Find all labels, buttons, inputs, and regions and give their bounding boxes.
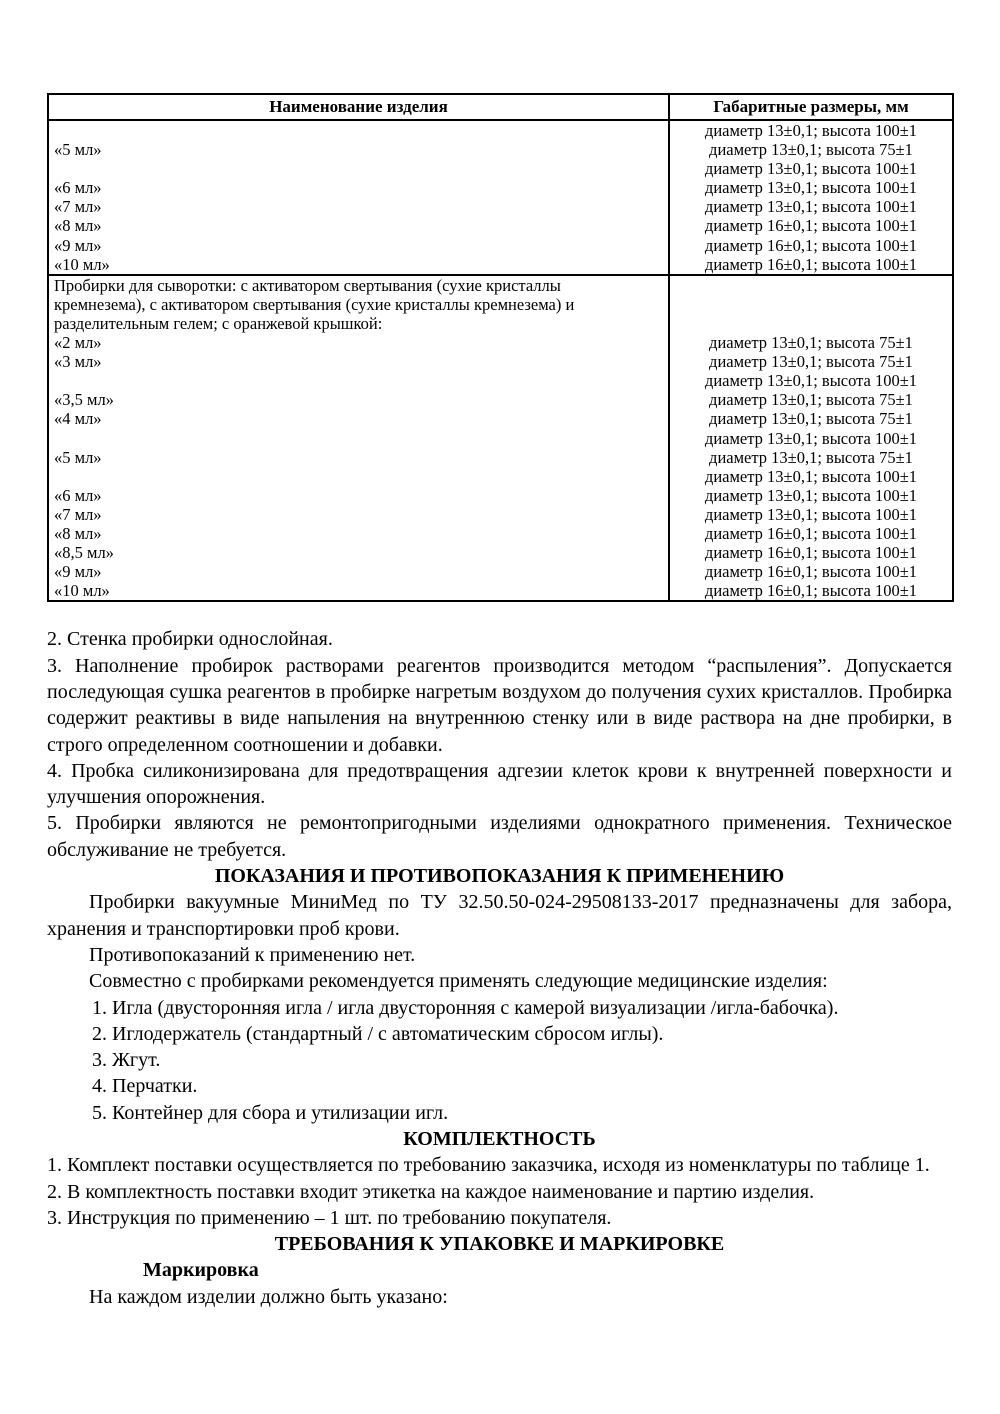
- product-volume-label: «9 мл»: [54, 235, 102, 255]
- dimensions-value: диаметр 13±0,1; высота 100±1: [704, 504, 918, 524]
- dimensions-value: диаметр 13±0,1; высота 100±1: [704, 428, 918, 448]
- column-header-product-name: Наименование изделия: [48, 94, 669, 120]
- product-volume-label: «5 мл»: [54, 447, 102, 467]
- dimensions-value: диаметр 13±0,1; высота 75±1: [709, 409, 913, 429]
- product-spec-table: [47, 93, 954, 602]
- product-description-line: разделительным гелем; с оранжевой крышкой:: [54, 313, 383, 333]
- table-header-row: [48, 94, 953, 120]
- recommended-item-tourniquet: 3. Жгут.: [92, 1049, 161, 1072]
- column-header-dimensions: Габаритные размеры, мм: [669, 94, 953, 120]
- dimensions-value: диаметр 13±0,1; высота 100±1: [704, 485, 918, 505]
- table-section-row: [48, 275, 953, 602]
- recommended-item-container: 5. Контейнер для сбора и утилизации игл.: [92, 1101, 449, 1124]
- dimensions-value: диаметр 16±0,1; высота 100±1: [704, 543, 918, 563]
- marking-paragraph-intro: На каждом изделии должно быть указано:: [89, 1285, 448, 1308]
- product-volume-label: «6 мл»: [54, 485, 102, 505]
- dimensions-value: диаметр 13±0,1; высота 75±1: [709, 390, 913, 410]
- note-paragraph-stopper: 4. Пробка силиконизирована для предотвращения адгезии клеток крови к внутренней поверхности и улучшения опорожнения.: [47, 759, 952, 809]
- product-name-cell: [48, 275, 669, 602]
- section-heading-indications: ПОКАЗАНИЯ И ПРОТИВОПОКАЗАНИЯ К ПРИМЕНЕНИЮ: [214, 865, 785, 888]
- dimensions-value: диаметр 13±0,1; высота 75±1: [709, 352, 913, 372]
- product-volume-label: «8,5 мл»: [54, 543, 114, 563]
- recommended-item-holder: 2. Иглодержатель (стандартный / с автоматическим сбросом иглы).: [92, 1022, 664, 1045]
- note-paragraph-filling: 3. Наполнение пробирок растворами реагентов производится методом “распыления”. Допускается последующая сушка реагентов в пробирке нагретым воздухом до получения сухих кристаллов. Пробирка содержит реактивы в виде напыления на внутреннюю стенку или в виде раствора на дне пробирки, в строго определенном соотношении и добавки.: [47, 654, 952, 756]
- dimensions-value: диаметр 16±0,1; высота 100±1: [704, 523, 918, 543]
- section-heading-completeness: КОМПЛЕКТНОСТЬ: [403, 1127, 596, 1150]
- dimensions-value: диаметр 13±0,1; высота 75±1: [709, 333, 913, 353]
- product-volume-label: [49, 429, 668, 448]
- dimensions-value: диаметр 13±0,1; высота 100±1: [704, 178, 918, 198]
- dimensions-value: диаметр 13±0,1; высота 100±1: [704, 197, 918, 217]
- product-volume-label: «8 мл»: [54, 523, 102, 543]
- recommended-item-needle: 1. Игла (двусторонняя игла / игла двусторонняя с камерой визуализации /игла-бабочка).: [92, 996, 839, 1019]
- product-description-line: кремнезема), с активатором свертывания (сухие кристаллы кремнезема) и: [54, 294, 575, 314]
- product-volume-label: «10 мл»: [54, 254, 110, 274]
- completeness-paragraph-1: 1. Комплект поставки осуществляется по требованию заказчика, исходя из номенклатуры по таблице 1.: [47, 1154, 930, 1177]
- indications-paragraph-recommended: Совместно с пробирками рекомендуется применять следующие медицинские изделия:: [89, 970, 828, 993]
- product-volume-label: «9 мл»: [54, 562, 102, 582]
- subheading-marking: Маркировка: [143, 1259, 259, 1282]
- dimensions-value: диаметр 13±0,1; высота 100±1: [704, 159, 918, 179]
- completeness-paragraph-2: 2. В комплектность поставки входит этикетка на каждое наименование и партию изделия.: [47, 1180, 815, 1203]
- dimensions-value: диаметр 16±0,1; высота 100±1: [704, 216, 918, 236]
- product-volume-label: «7 мл»: [54, 197, 102, 217]
- product-volume-label: [49, 467, 668, 486]
- dimensions-value: диаметр 16±0,1; высота 100±1: [704, 562, 918, 582]
- completeness-paragraph-3: 3. Инструкция по применению – 1 шт. по требованию покупателя.: [47, 1206, 612, 1229]
- dimensions-cell: [669, 275, 953, 602]
- product-volume-label: [49, 121, 668, 140]
- document-text: [47, 626, 952, 1310]
- product-volume-label: «3 мл»: [54, 352, 102, 372]
- dimensions-value: диаметр 13±0,1; высота 75±1: [709, 447, 913, 467]
- note-paragraph-wall: 2. Стенка пробирки однослойная.: [47, 628, 333, 651]
- dimensions-value: диаметр 13±0,1; высота 100±1: [704, 371, 918, 391]
- dimensions-cell: [669, 120, 953, 275]
- indications-paragraph-contraindications: Противопоказаний к применению нет.: [89, 943, 416, 966]
- dimensions-blank-line: [670, 276, 952, 295]
- indications-paragraph-purpose: Пробирки вакуумные МиниМед по ТУ 32.50.50-024-29508133-2017 предназначены для забора, хранения и транспортировки проб крови.: [47, 891, 952, 940]
- product-volume-label: «4 мл»: [54, 409, 102, 429]
- product-volume-label: «6 мл»: [54, 178, 102, 198]
- product-volume-label: «7 мл»: [54, 504, 102, 524]
- product-volume-label: «8 мл»: [54, 216, 102, 236]
- product-name-cell: [48, 120, 669, 275]
- product-volume-label: [49, 159, 668, 178]
- note-paragraph-single-use: 5. Пробирки являются не ремонтопригодными изделиями однократного применения. Техническое обслуживание не требуется.: [47, 812, 952, 861]
- product-volume-label: «10 мл»: [54, 581, 110, 601]
- dimensions-value: диаметр 13±0,1; высота 100±1: [704, 121, 918, 140]
- table-section-row: [48, 120, 953, 275]
- dimensions-value: диаметр 16±0,1; высота 100±1: [704, 254, 918, 274]
- product-volume-label: «5 мл»: [54, 140, 102, 160]
- dimensions-blank-line: [670, 314, 952, 333]
- recommended-item-gloves: 4. Перчатки.: [92, 1075, 198, 1098]
- dimensions-value: диаметр 13±0,1; высота 75±1: [709, 140, 913, 160]
- dimensions-blank-line: [670, 295, 952, 314]
- section-heading-packaging: ТРЕБОВАНИЯ К УПАКОВКЕ И МАРКИРОВКЕ: [274, 1233, 725, 1256]
- product-volume-label: [49, 371, 668, 390]
- dimensions-value: диаметр 16±0,1; высота 100±1: [704, 581, 918, 601]
- product-description-line: Пробирки для сыворотки: с активатором свертывания (сухие кристаллы: [54, 275, 561, 295]
- dimensions-value: диаметр 13±0,1; высота 100±1: [704, 466, 918, 486]
- dimensions-value: диаметр 16±0,1; высота 100±1: [704, 235, 918, 255]
- product-volume-label: «2 мл»: [54, 333, 102, 353]
- document-content: [47, 93, 952, 1310]
- product-volume-label: «3,5 мл»: [54, 390, 114, 410]
